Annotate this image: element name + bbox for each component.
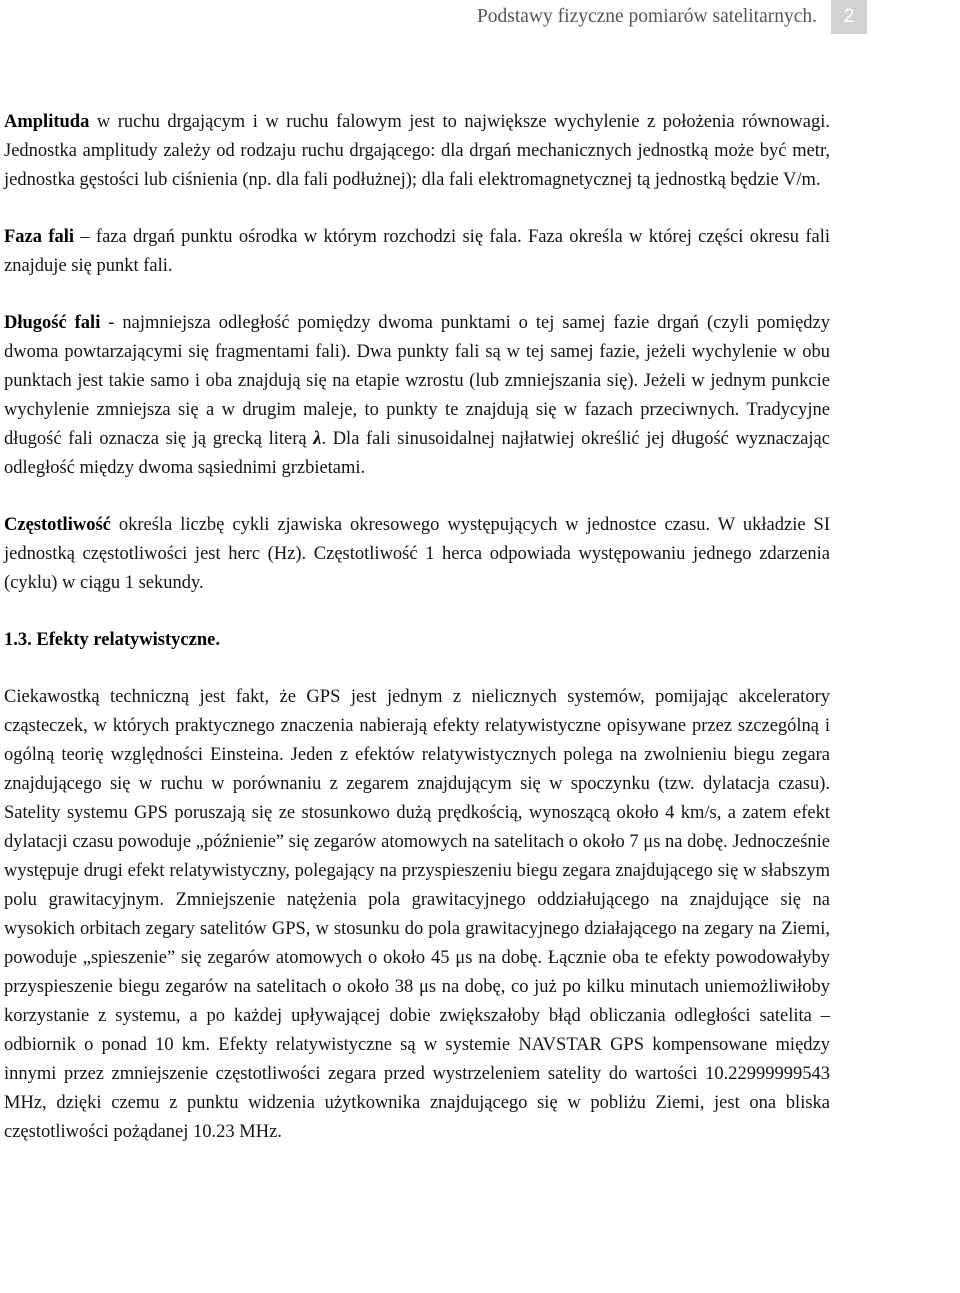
paragraph-dlugosc bbox=[4, 309, 830, 483]
paragraph-efekty: Ciekawostką techniczną jest fakt, że GPS jest jednym z nielicznych systemów, pomijając akceleratory cząsteczek, w których praktycznego znaczenia nabierają efekty relatywistyczne opisywane przez szczególną i ogólną teorię względności Einsteina. Jeden z efektów relatywistycznych polega na zwolnieniu biegu zegara znajdującego się w ruchu w porównaniu z zegarem znajdującym się w spoczynku (tzw. dylatacja czasu). Satelity systemu GPS poruszają się ze stosunkowo dużą prędkością, wynoszącą około 4 km/s, a zatem efekt dylatacji czasu powoduje „późnienie” się zegarów atomowych na satelitach o około 7 μs na dobę. Jednocześnie występuje drugi efekt relatywistyczny, polegający na przyspieszeniu biegu zegara znajdującego się w słabszym polu grawitacyjnym. Zmniejszenie natężenia pola grawitacyjnego oddziałującego na znajdujące się na wysokich orbitach zegary satelitów GPS, w stosunku do pola grawitacyjnego działającego na zegary na Ziemi, powoduje „spieszenie” się zegarów atomowych o około 45 μs na dobę. Łącznie oba te efekty powodowałyby przyspieszenie biegu zegarów na satelitach o około 38 μs na dobę, co już po kilku minutach uniemożliwiłoby korzystanie z systemu, a po każdej upływającej dobie zwiększałoby błąd obliczania odległości satelita – odbiornik o ponad 10 km. Efekty relatywistyczne są w systemie NAVSTAR GPS kompensowane między innymi przez zmniejszenie częstotliwości zegara przed wystrzeleniem satelity do wartości 10.22999999543 MHz, dzięki czemu z punktu widzenia użytkownika znajdującego się w pobliżu Ziemi, jest ona bliska częstotliwości pożądanej 10.23 MHz. bbox=[4, 687, 830, 1142]
czestotliwosc-text: określa liczbę cykli zjawiska okresowego występujących w jednostce czasu. W układzie SI jednostką częstotliwości jest herc (Hz). Częstotliwość 1 herca odpowiada występowaniu jednego zdarzenia (cyklu) w ciągu 1 sekundy. bbox=[4, 515, 830, 593]
amplituda-text: w ruchu drgającym i w ruchu falowym jest to największe wychylenie z położenia równowagi. Jednostka amplitudy zależy od rodzaju ruchu drgającego: dla drgań mechanicznych jednostką może być metr, jednostka gęstości lub ciśnienia (np. dla fali podłużnej); dla fali elektromagnetycznej tą jednostką będzie V/m. bbox=[4, 112, 830, 190]
page-header bbox=[0, 0, 960, 36]
term-czestotliwosc: Częstotliwość bbox=[4, 515, 111, 535]
dlugosc-text-before: - najmniejsza odległość pomiędzy dwoma punktami o tej samej fazie drgań (czyli pomiędzy dwoma powtarzającymi się fragmentami fali). Dwa punkty fali są w tej samej fazie, jeżeli wychylenie w obu punktach jest takie samo i oba znajdują się na etapie wzrostu (lub zmniejszania się). Jeżeli w jednym punkcie wychylenie zmniejsza się a w drugim maleje, to punkty te znajdują się w fazach przeciwnych. Tradycyjne długość fali oznacza się ją grecką literą bbox=[4, 313, 831, 449]
page-number-badge bbox=[831, 0, 867, 34]
term-dlugosc: Długość fali bbox=[4, 313, 101, 333]
section-heading: 1.3. Efekty relatywistyczne. bbox=[4, 630, 220, 650]
paragraph-czestotliwosc bbox=[4, 511, 830, 598]
term-faza: Faza fali bbox=[4, 227, 75, 247]
header-title: Podstawy fizyczne pomiarów satelitarnych. bbox=[476, 6, 817, 27]
paragraph-amplituda bbox=[4, 108, 830, 195]
dlugosc-text-after: . Dla fali sinusoidalnej najłatwiej określić jej długość wyznaczając odległość między dwoma sąsiednimi grzbietami. bbox=[4, 429, 830, 478]
document-body bbox=[4, 108, 830, 1147]
faza-text: – faza drgań punktu ośrodka w którym rozchodzi się fala. Faza określa w której części okresu fali znajduje się punkt fali. bbox=[4, 227, 830, 276]
paragraph-faza bbox=[4, 223, 830, 281]
lambda-symbol: λ bbox=[313, 429, 322, 449]
page-number: 2 bbox=[843, 6, 855, 27]
term-amplituda: Amplituda bbox=[4, 112, 90, 132]
